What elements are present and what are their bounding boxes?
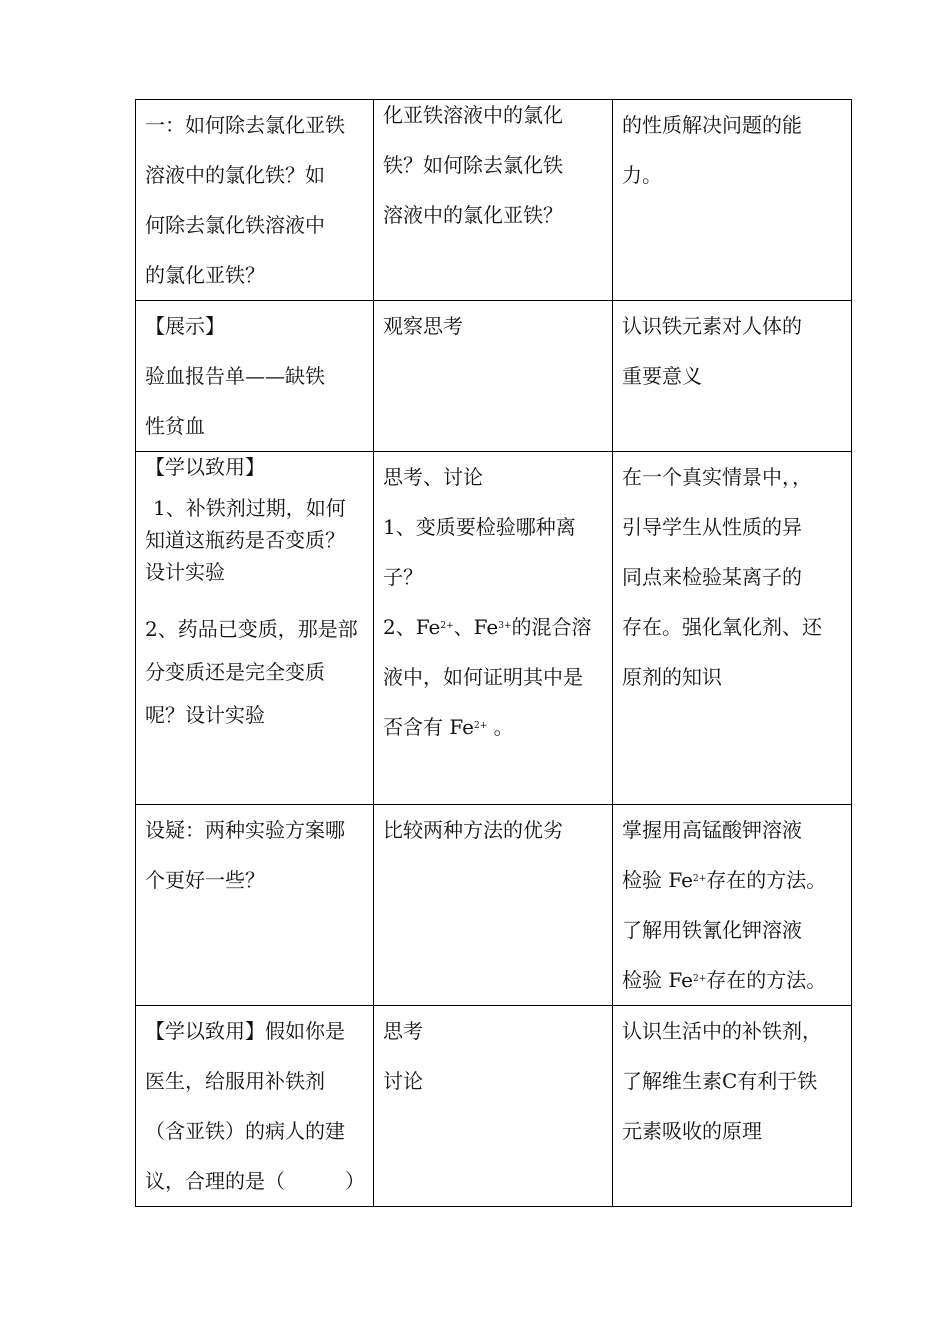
cell-text: 子？ (383, 565, 423, 589)
table-row (136, 805, 852, 1006)
cell-text: 溶液中的氯化铁？如 (145, 163, 325, 187)
table-row (136, 452, 852, 805)
teacher-activity-cell (136, 100, 374, 301)
text-fragment: 存在的方法。 (706, 968, 827, 992)
cell-text: 引导学生从性质的异 (622, 515, 802, 539)
cell-text: 【学以致用】假如你是 (145, 1019, 345, 1043)
student-activity-cell (374, 805, 613, 1006)
design-intent-cell (613, 301, 852, 452)
student-activity-cell (374, 1006, 613, 1207)
superscript: 2+ (692, 974, 707, 984)
cell-text: 重要意义 (622, 364, 702, 388)
cell-text: 一：如何除去氯化亚铁 (145, 113, 345, 137)
design-intent-cell (613, 452, 852, 805)
text-fragment: 、Fe (453, 615, 499, 639)
cell-text: 观察思考 (383, 314, 463, 338)
cell-text (622, 955, 845, 1005)
superscript: 2+ (692, 874, 707, 884)
cell-text: 了解维生素C有利于铁 (622, 1069, 818, 1093)
teacher-activity-cell (136, 452, 374, 805)
cell-text: 元素吸收的原理 (622, 1119, 762, 1143)
cell-text: 知道这瓶药是否变质？ (145, 528, 345, 552)
cell-text: 掌握用高锰酸钾溶液 (622, 818, 802, 842)
cell-text: 化亚铁溶液中的氯化 (383, 103, 563, 127)
table-row (136, 100, 852, 301)
text-fragment: 检验 Fe (622, 968, 693, 992)
cell-text: 何除去氯化铁溶液中 (145, 213, 325, 237)
cell-text: 设疑：两种实验方案哪 (145, 818, 345, 842)
cell-text: 1、补铁剂过期，如何 (153, 496, 346, 520)
cell-text: 个更好一些？ (145, 868, 265, 892)
cell-text (622, 855, 845, 905)
cell-text: 同点来检验某离子的 (622, 565, 802, 589)
cell-text: 设计实验 (145, 560, 225, 584)
cell-text: 液中，如何证明其中是 (383, 665, 583, 689)
text-fragment: 的混合溶 (511, 615, 592, 639)
cell-text: 在一个真实情景中，， (622, 465, 812, 489)
cell-text: 讨论 (383, 1069, 423, 1093)
cell-text: 2、药品已变质，那是部 (145, 617, 358, 641)
superscript: 3+ (498, 621, 512, 631)
cell-text: 议，合理的是（ ） (145, 1169, 365, 1193)
cell-text: 分变质还是完全变质 (145, 660, 325, 684)
cell-text (383, 602, 606, 652)
cell-text: 【展示】 (145, 314, 225, 338)
cell-text: 思考、讨论 (383, 465, 483, 489)
cell-text: 认识铁元素对人体的 (622, 314, 802, 338)
lesson-plan-table (135, 99, 852, 1207)
teacher-activity-cell (136, 1006, 374, 1207)
student-activity-cell (374, 452, 613, 805)
teacher-activity-cell (136, 301, 374, 452)
superscript: 2+ (473, 721, 488, 731)
design-intent-cell (613, 1006, 852, 1207)
student-activity-cell (374, 100, 613, 301)
cell-text: 存在。强化氧化剂、还 (622, 615, 822, 639)
cell-text (383, 702, 606, 752)
cell-text: 思考 (383, 1019, 423, 1043)
cell-text: 了解用铁氰化钾溶液 (622, 918, 802, 942)
student-activity-cell (374, 301, 613, 452)
cell-text: 呢？设计实验 (145, 703, 265, 727)
cell-text: 的氯化亚铁？ (145, 263, 265, 287)
cell-text: 比较两种方法的优劣 (383, 818, 563, 842)
cell-text: 力。 (622, 163, 662, 187)
text-fragment: 存在的方法。 (706, 868, 827, 892)
table-row (136, 1006, 852, 1207)
design-intent-cell (613, 100, 852, 301)
text-fragment: 2、Fe (383, 615, 441, 639)
cell-text: 溶液中的氯化亚铁？ (383, 203, 563, 227)
text-fragment: 否含有 Fe (383, 715, 474, 739)
text-fragment: 检验 Fe (622, 868, 693, 892)
text-fragment: 。 (487, 715, 514, 739)
cell-text: 铁？如何除去氯化铁 (383, 153, 563, 177)
cell-text: 的性质解决问题的能 (622, 113, 802, 137)
cell-text: （含亚铁）的病人的建 (145, 1119, 345, 1143)
cell-text: 认识生活中的补铁剂， (622, 1019, 822, 1043)
teacher-activity-cell (136, 805, 374, 1006)
cell-text: 性贫血 (145, 414, 205, 438)
cell-heading: 【学以致用】 (145, 455, 265, 479)
cell-text: 1、变质要检验哪种离 (383, 515, 576, 539)
design-intent-cell (613, 805, 852, 1006)
cell-text: 原剂的知识 (622, 665, 722, 689)
cell-text: 验血报告单——缺铁 (145, 364, 325, 388)
cell-text: 医生，给服用补铁剂 (145, 1069, 325, 1093)
superscript: 2+ (440, 621, 454, 631)
table-row (136, 301, 852, 452)
